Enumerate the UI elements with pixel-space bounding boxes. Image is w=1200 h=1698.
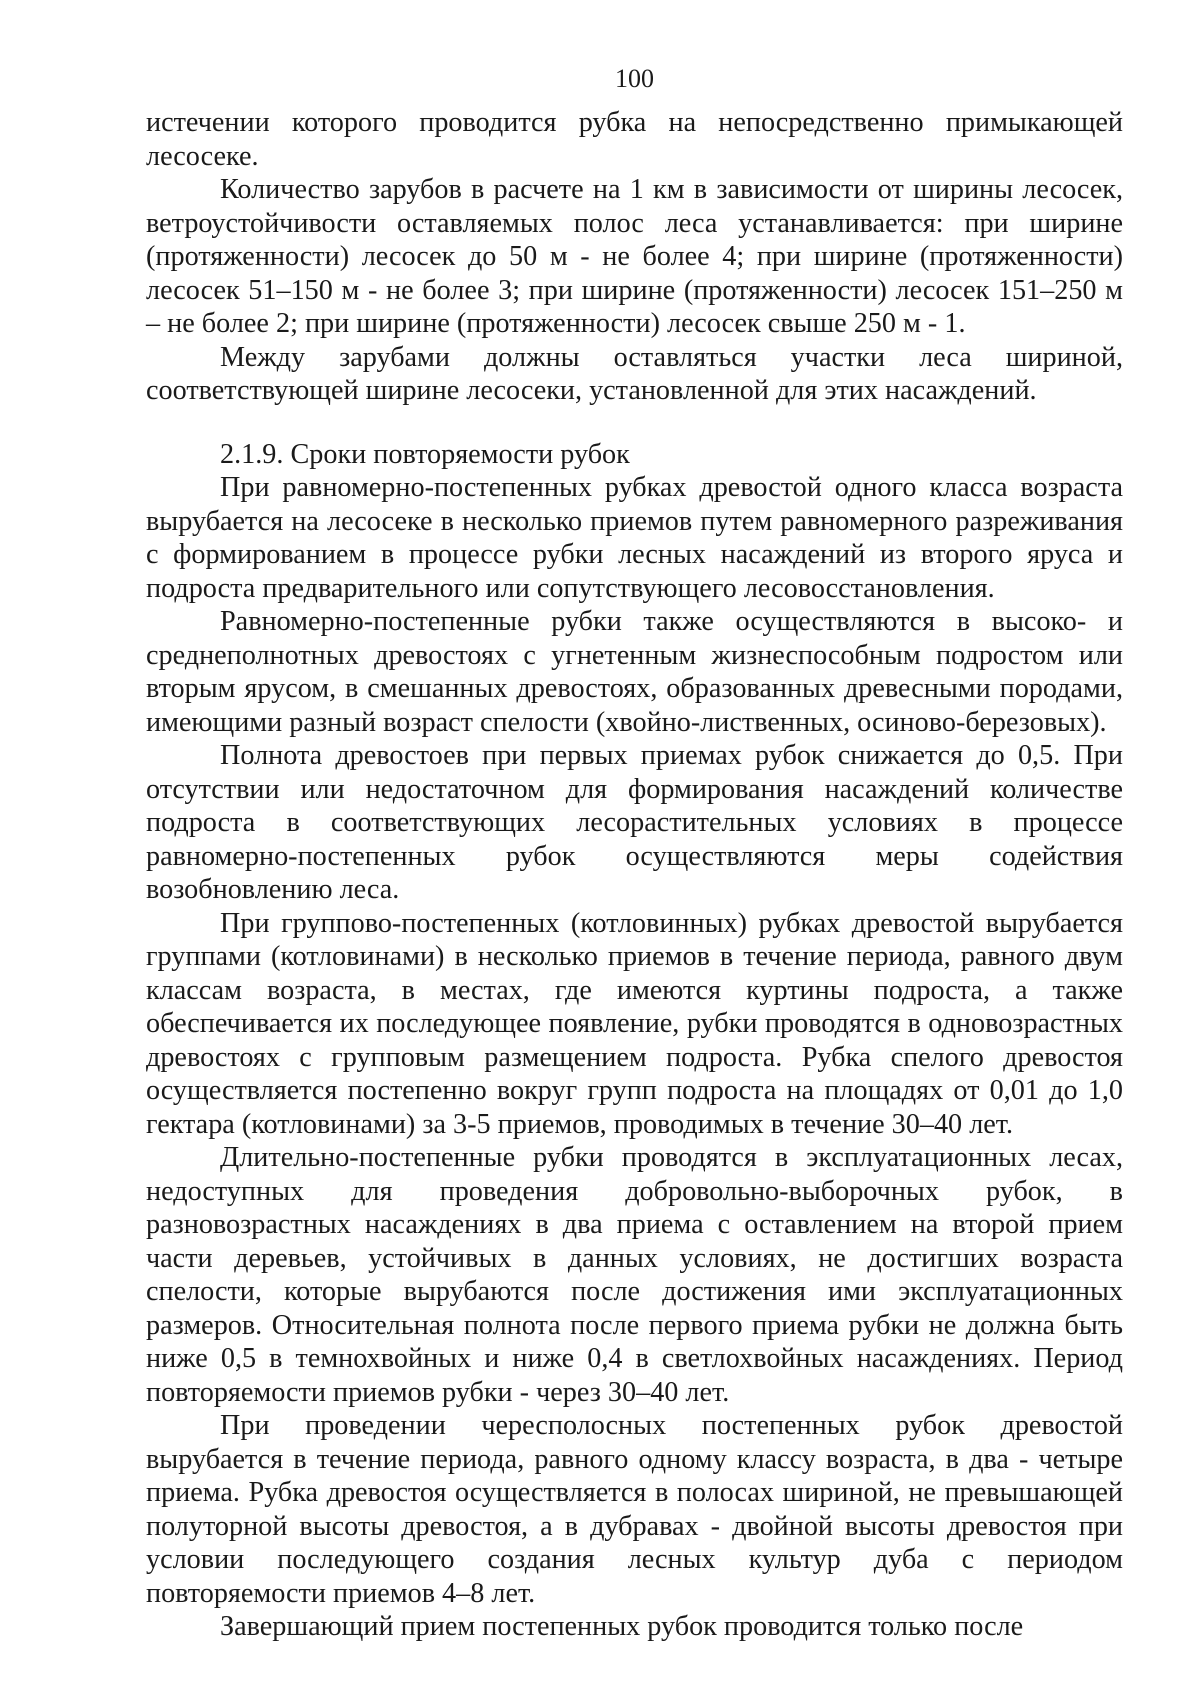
paragraph-group-gradual: При группово-постепенных (котловинных) рубках древостой вырубается группами (котловинами) в несколько приемов в течение периода, равного двум классам возраста, в местах, где имеются куртины подроста, а также обеспечивается их последующее появление, рубки проводятся в одновозрастных древостоях с групповым размещением подроста. Рубка спелого древостоя осуществляется постепенно вокруг групп подроста на площадях от 0,01 до 1,0 гектара (котловинами) за 3-5 приемов, проводимых в течение 30–40 лет. (146, 907, 1123, 1140)
paragraph-continuation: истечении которого проводится рубка на непосредственно примыкающей лесосеке. (146, 107, 1123, 172)
page-number: 100 (615, 64, 654, 93)
section-heading: 2.1.9. Сроки повторяемости рубок (220, 438, 630, 470)
paragraph-strip-gradual: При проведении чересполосных постепенных рубок древостой вырубается в течение периода, равного одному классу возраста, в два - четыре приема. Рубка древостоя осуществляется в полосах шириной, не превышающей полуторной высоты древостоя, а в дубравах - двойной высоты древостоя при условии последующего создания лесных культур дуба с периодом повторяемости приемов 4–8 лет. (146, 1410, 1123, 1609)
paragraph-uniform-gradual-stands: Равномерно-постепенные рубки также осуществляются в высоко- и среднеполнотных древостоях с угнетенным жизнеспособным подростом или вторым ярусом, в смешанных древостоях, образованных древесными породами, имеющими разный возраст спелости (хвойно-лиственных, осиново-березовых). (146, 606, 1123, 738)
paragraph-uniform-gradual: При равномерно-постепенных рубках древостой одного класса возраста вырубается на лесосеке в несколько приемов путем равномерного разреживания с формированием в процессе рубки лесных насаждений из второго яруса и подроста предварительного или сопутствующего лесовосстановления. (146, 472, 1123, 604)
document-page (146, 64, 1123, 1644)
paragraph-stand-density: Полнота древостоев при первых приемах рубок снижается до 0,5. При отсутствии или недостаточном для формирования насаждений количестве подроста в соответствующих лесорастительных условиях в процессе равномерно-постепенных рубок осуществляются меры содействия возобновлению леса. (146, 740, 1123, 905)
paragraph-strips-between-cuts: Между зарубами должны оставляться участки леса шириной, соответствующей ширине лесосеки, установленной для этих насаждений. (146, 341, 1123, 406)
paragraph-long-gradual: Длительно-постепенные рубки проводятся в эксплуатационных лесах, недоступных для проведения добровольно-выборочных рубок, в разновозрастных насаждениях в два приема с оставлением на второй прием части деревьев, устойчивых в данных условиях, не достигших возраста спелости, которые вырубаются после достижения ими эксплуатационных размеров. Относительная полнота после первого приема рубки не должна быть ниже 0,5 в темнохвойных и ниже 0,4 в светлохвойных насаждениях. Период повторяемости приемов рубки - через 30–40 лет. (146, 1142, 1123, 1408)
paragraph-final-step: Завершающий прием постепенных рубок проводится только после (220, 1611, 1024, 1642)
paragraph-cut-count: Количество зарубов в расчете на 1 км в зависимости от ширины лесосек, ветроустойчивости оставляемых полос леса устанавливается: при ширине (протяженности) лесосек до 50 м - не более 4; при ширине (протяженности) лесосек 51–150 м - не более 3; при ширине (протяженности) лесосек 151–250 м – не более 2; при ширине (протяженности) лесосек свыше 250 м - 1. (146, 174, 1123, 339)
